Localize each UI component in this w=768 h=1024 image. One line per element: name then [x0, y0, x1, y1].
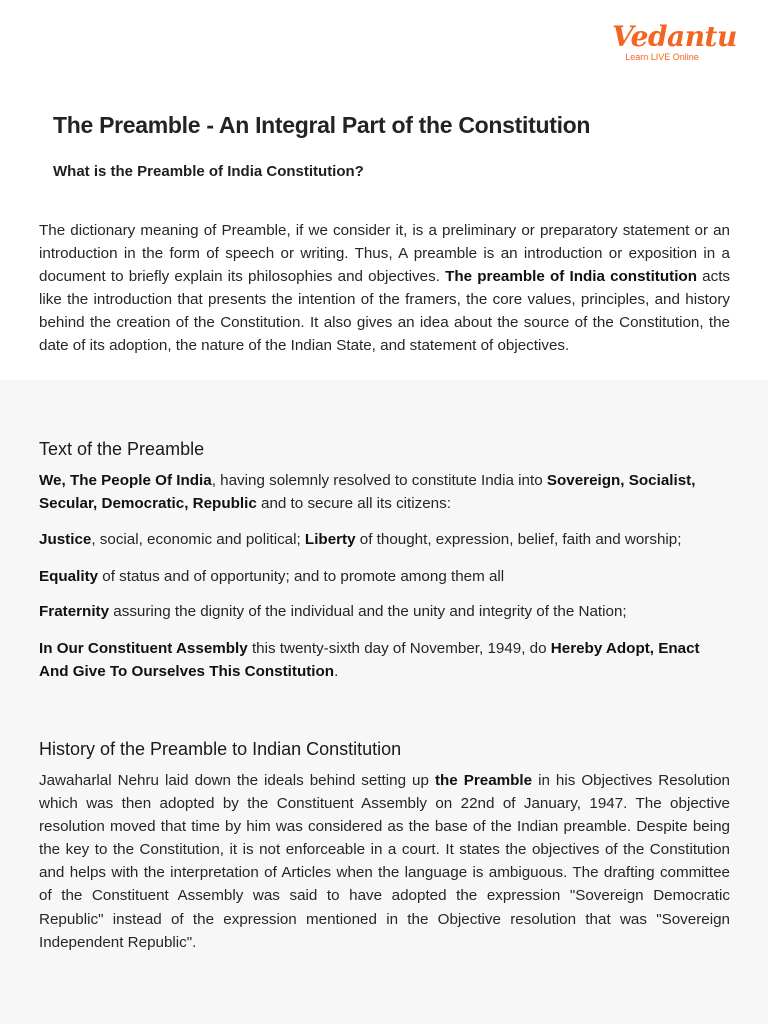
liberty-text: of thought, expression, belief, faith and worship;	[355, 531, 682, 548]
intro-paragraph	[39, 219, 730, 358]
equality-text: of status and of opportunity; and to promote among them all	[98, 568, 505, 585]
vedantu-logo[interactable]	[612, 20, 737, 62]
assembly-line-2	[39, 660, 739, 683]
intro-text-1: The dictionary meaning of Preamble, if we consider it, is a preliminary or preparatory statement or an introduction in the form of speech or writing. Thus, A preamble is an introduction or exposition in a document to briefly explain its philosophies and objectives.	[39, 222, 730, 286]
equality-bold: Equality	[39, 568, 99, 585]
constituent-assembly-bold: In Our Constituent Assembly	[39, 640, 248, 657]
text-of-preamble-heading: Text of the Preamble	[39, 439, 205, 459]
history-text-1: Jawaharlal Nehru laid down the ideals behind setting up	[39, 772, 435, 789]
assembly-line-1	[39, 637, 739, 660]
history-heading: History of the Preamble to Indian Constitution	[39, 739, 402, 759]
secular-democratic-republic: Secular, Democratic, Republic	[39, 495, 257, 512]
fraternity-text: assuring the dignity of the individual and the unity and integrity of the Nation;	[109, 603, 627, 620]
we-the-people: We, The People Of India	[39, 472, 212, 489]
justice-line	[39, 528, 739, 551]
page-title: The Preamble - An Integral Part of the Constitution	[53, 112, 591, 138]
assembly-text: this twenty-sixth day of November, 1949, do	[247, 640, 551, 657]
history-text-2: in his Objectives Resolution which was then adopted by the Constituent Assembly on 22nd of January, 1947. The objective resolution moved that time by him was considered as the base of the Indian preamble. Despite being the key to the Constitution, it is not enforceable in a court. It states the objectives of the Constitution and helps with the interpretation of Articles when the language is ambiguous. The drafting committee of the Constituent Assembly was said to have adopted the expression "Sovereign Democratic Republic" instead of the expression mentioned in the Objective resolution that was "Sovereign Independent Republic".	[39, 772, 730, 951]
intro-bold: The preamble of India constitution	[445, 268, 697, 286]
justice-bold: Justice	[39, 531, 92, 548]
fraternity-line	[39, 600, 739, 623]
preamble-text: , having solemnly resolved to constitute India into	[211, 472, 547, 489]
history-bold: the Preamble	[434, 772, 533, 789]
preamble-line-2	[39, 492, 739, 515]
page-subtitle: What is the Preamble of India Constitution?	[53, 163, 364, 180]
justice-text: , social, economic and political;	[91, 531, 305, 548]
fraternity-bold: Fraternity	[39, 603, 110, 620]
intro-text-2: acts like the introduction that presents the intention of the framers, the core values, principles, and history behind the creation of the Constitution. It also gives an idea about the source of the Constitution, the date of its adoption, the nature of the Indian State, and statement of objectives.	[39, 268, 731, 355]
history-paragraph	[39, 769, 730, 954]
hereby-adopt-bold: Hereby Adopt, Enact	[550, 640, 700, 657]
logo-tagline: Learn LIVE Online	[625, 52, 699, 62]
logo-wordmark: Vedantu	[612, 20, 737, 53]
equality-line	[39, 565, 739, 588]
sovereign-socialist: Sovereign, Socialist,	[546, 472, 696, 489]
give-to-ourselves-bold: And Give To Ourselves This Constitution	[39, 663, 335, 680]
liberty-bold: Liberty	[304, 531, 356, 548]
preamble-line-1	[39, 469, 739, 492]
preamble-text: and to secure all its citizens:	[256, 495, 451, 512]
assembly-end: .	[334, 663, 339, 680]
